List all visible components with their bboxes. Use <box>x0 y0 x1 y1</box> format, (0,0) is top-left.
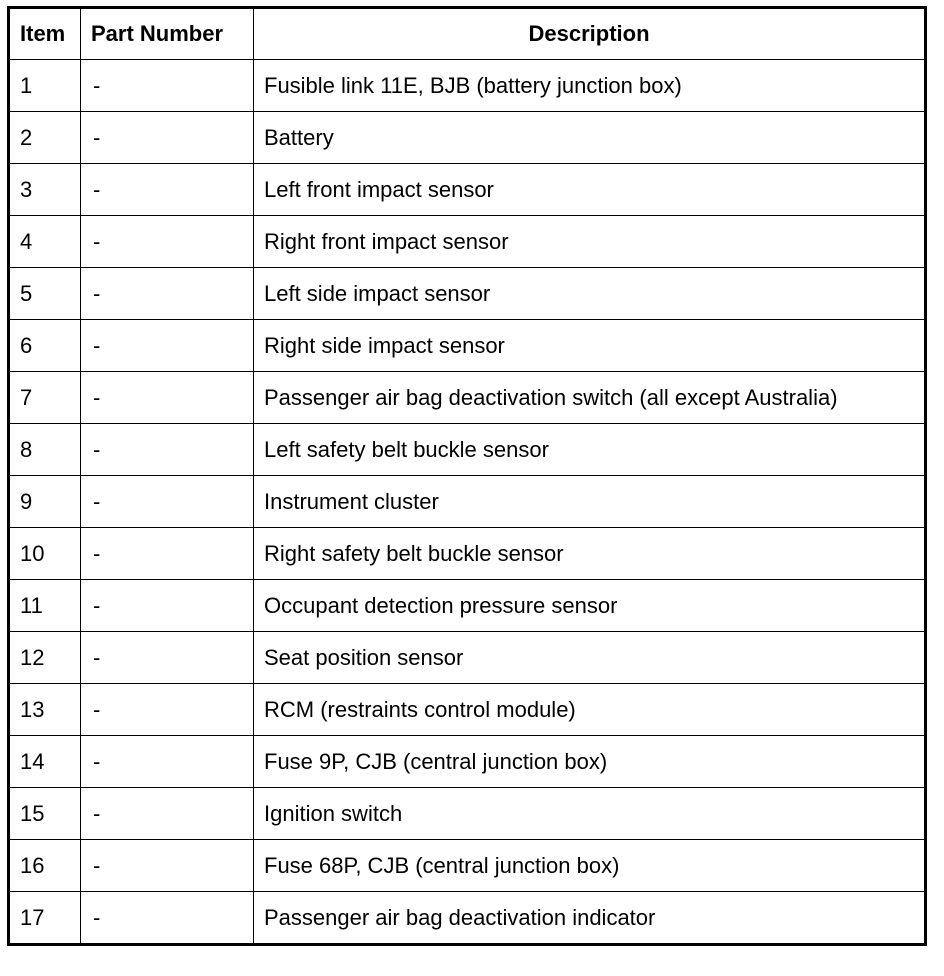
cell-item: 5 <box>9 268 81 320</box>
cell-part-number: - <box>81 684 254 736</box>
cell-item: 11 <box>9 580 81 632</box>
table-header <box>9 8 926 60</box>
cell-part-number: - <box>81 112 254 164</box>
cell-part-number: - <box>81 164 254 216</box>
header-description: Description <box>254 8 926 60</box>
cell-description: Battery <box>254 112 926 164</box>
cell-part-number: - <box>81 476 254 528</box>
cell-item: 10 <box>9 528 81 580</box>
cell-item: 2 <box>9 112 81 164</box>
cell-part-number: - <box>81 736 254 788</box>
cell-part-number: - <box>81 320 254 372</box>
table-row <box>9 268 926 320</box>
cell-description: Instrument cluster <box>254 476 926 528</box>
table-row <box>9 112 926 164</box>
table-row <box>9 892 926 945</box>
cell-description: Left side impact sensor <box>254 268 926 320</box>
table-row <box>9 736 926 788</box>
header-row <box>9 8 926 60</box>
table-row <box>9 528 926 580</box>
cell-description: Left safety belt buckle sensor <box>254 424 926 476</box>
cell-description: Right front impact sensor <box>254 216 926 268</box>
cell-description: Passenger air bag deactivation indicator <box>254 892 926 945</box>
cell-item: 13 <box>9 684 81 736</box>
header-part-number: Part Number <box>81 8 254 60</box>
table-row <box>9 60 926 112</box>
cell-description: Ignition switch <box>254 788 926 840</box>
cell-description: Fuse 68P, CJB (central junction box) <box>254 840 926 892</box>
table-body <box>9 60 926 945</box>
table-row <box>9 372 926 424</box>
table-row <box>9 840 926 892</box>
cell-part-number: - <box>81 268 254 320</box>
table-row <box>9 632 926 684</box>
cell-part-number: - <box>81 528 254 580</box>
cell-description: Right side impact sensor <box>254 320 926 372</box>
cell-description: Seat position sensor <box>254 632 926 684</box>
table-row <box>9 684 926 736</box>
table-row <box>9 216 926 268</box>
cell-description: Fuse 9P, CJB (central junction box) <box>254 736 926 788</box>
cell-item: 8 <box>9 424 81 476</box>
cell-item: 9 <box>9 476 81 528</box>
cell-description: Left front impact sensor <box>254 164 926 216</box>
cell-part-number: - <box>81 372 254 424</box>
cell-part-number: - <box>81 60 254 112</box>
table-row <box>9 788 926 840</box>
cell-description: Fusible link 11E, BJB (battery junction box) <box>254 60 926 112</box>
cell-description: RCM (restraints control module) <box>254 684 926 736</box>
table-row <box>9 476 926 528</box>
cell-description: Right safety belt buckle sensor <box>254 528 926 580</box>
cell-part-number: - <box>81 892 254 945</box>
cell-part-number: - <box>81 788 254 840</box>
table-row <box>9 424 926 476</box>
table-row <box>9 580 926 632</box>
header-item: Item <box>9 8 81 60</box>
cell-part-number: - <box>81 216 254 268</box>
cell-item: 4 <box>9 216 81 268</box>
cell-item: 14 <box>9 736 81 788</box>
table-row <box>9 164 926 216</box>
cell-part-number: - <box>81 424 254 476</box>
cell-item: 17 <box>9 892 81 945</box>
cell-description: Occupant detection pressure sensor <box>254 580 926 632</box>
cell-part-number: - <box>81 580 254 632</box>
parts-table <box>7 6 927 946</box>
cell-item: 3 <box>9 164 81 216</box>
cell-part-number: - <box>81 840 254 892</box>
cell-part-number: - <box>81 632 254 684</box>
cell-item: 1 <box>9 60 81 112</box>
cell-item: 16 <box>9 840 81 892</box>
cell-item: 6 <box>9 320 81 372</box>
cell-item: 12 <box>9 632 81 684</box>
cell-item: 7 <box>9 372 81 424</box>
cell-description: Passenger air bag deactivation switch (all except Australia) <box>254 372 926 424</box>
table-row <box>9 320 926 372</box>
cell-item: 15 <box>9 788 81 840</box>
